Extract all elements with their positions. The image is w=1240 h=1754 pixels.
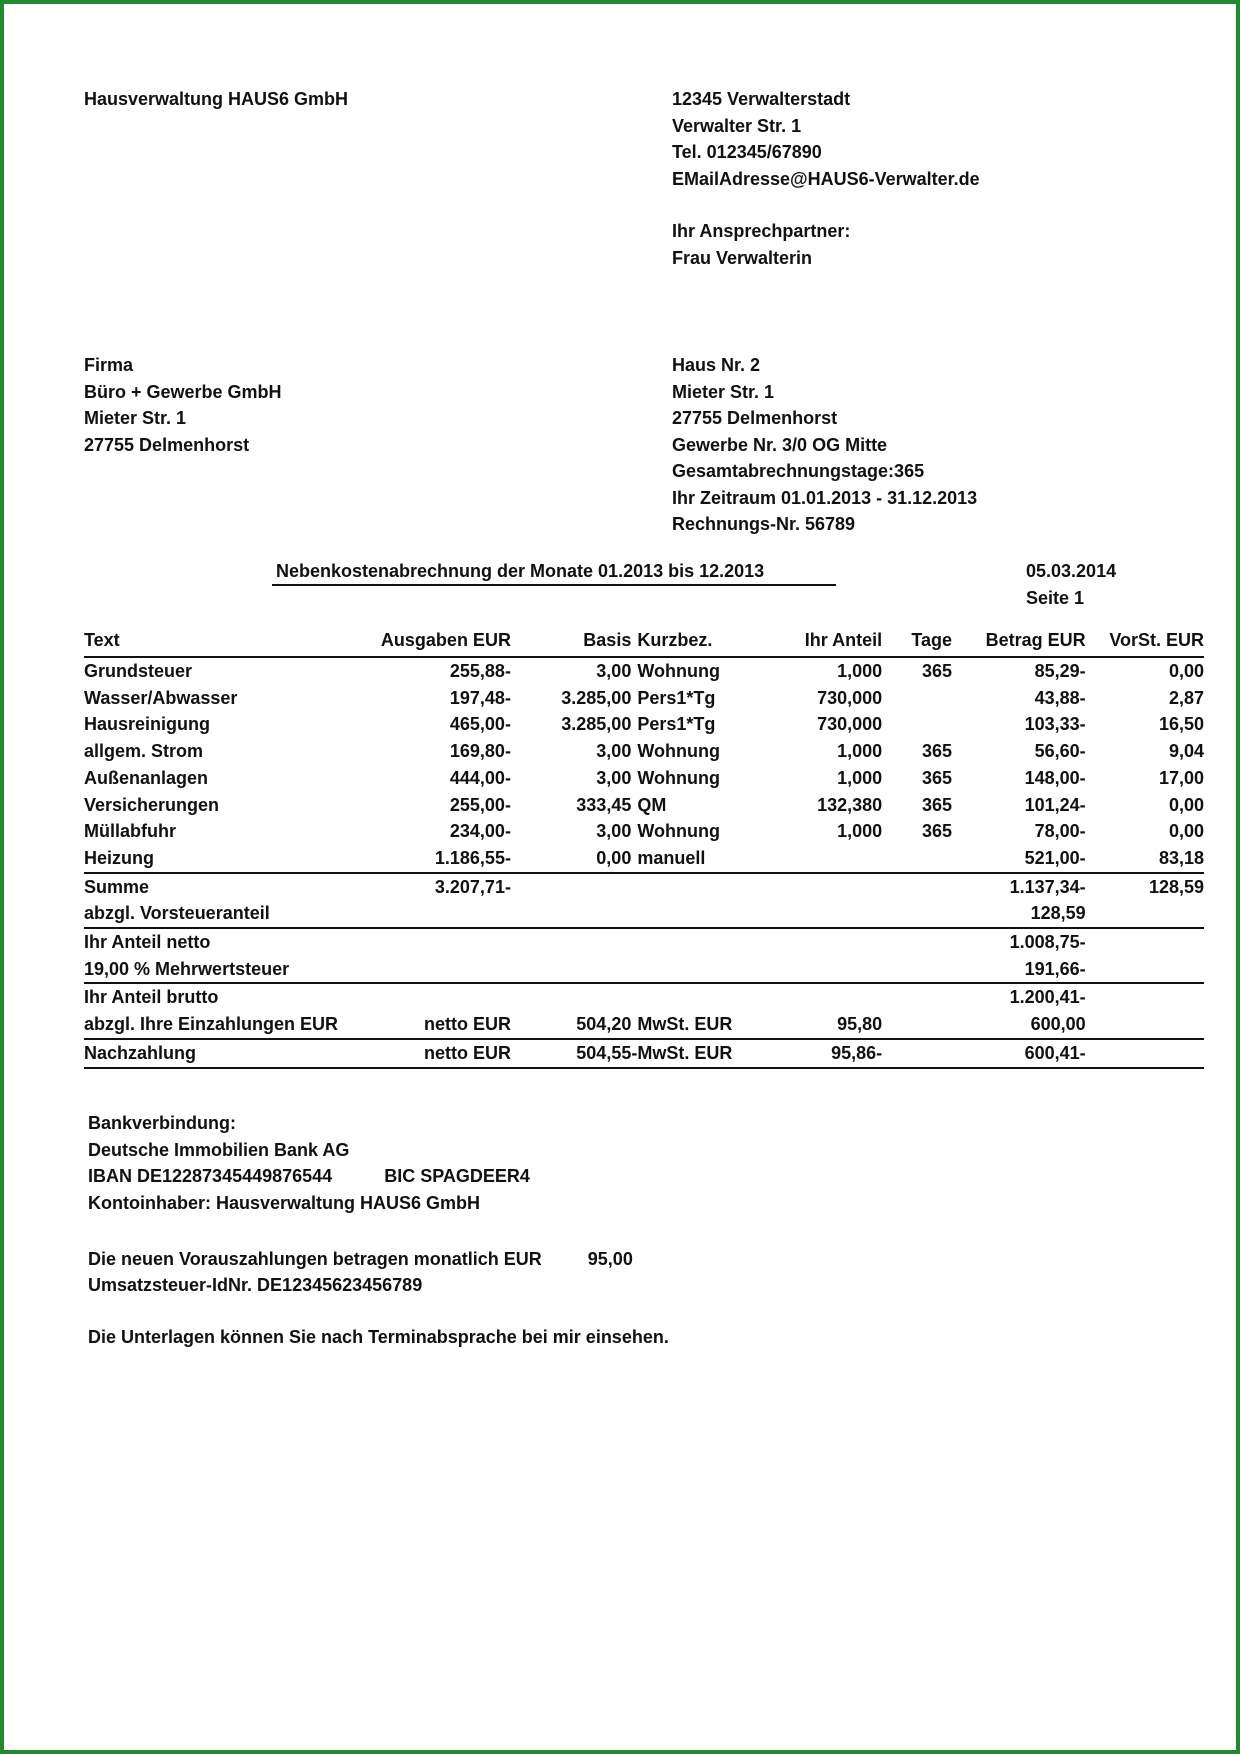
sender-phone: Tel. 012345/67890 <box>672 142 822 162</box>
header-text: Text <box>84 624 338 657</box>
cost-table <box>84 624 1204 1069</box>
table-row <box>84 792 1204 819</box>
cell-tage: 365 <box>922 794 953 815</box>
sender-city: 12345 Verwalterstadt <box>672 89 851 109</box>
cell-anteil <box>744 845 882 873</box>
vorsteuer-betrag: 128,59 <box>1030 903 1086 924</box>
cell-kurz: Pers1*Tg <box>637 714 716 735</box>
nachzahlung-netto-label: netto EUR <box>338 1039 511 1068</box>
einzahlungen-mwst: 95,80 <box>837 1014 883 1035</box>
table-row <box>84 765 1204 792</box>
document-date: 05.03.2014 <box>1026 561 1117 581</box>
recipient-address <box>84 352 282 458</box>
cell-anteil: 730,000 <box>817 687 883 708</box>
cell-betrag: 148,00- <box>1024 767 1086 788</box>
header-betrag: Betrag EUR <box>952 624 1086 657</box>
nachzahlung-netto: 504,55- <box>511 1039 637 1068</box>
table-row <box>84 657 1204 685</box>
cell-vorst: 16,50 <box>1158 714 1204 735</box>
cell-tage <box>882 685 952 712</box>
cell-vorst: 83,18 <box>1158 847 1204 868</box>
cell-text: Versicherungen <box>84 794 220 815</box>
cell-ausgaben: 255,00- <box>449 794 511 815</box>
cell-ausgaben: 255,88- <box>449 661 511 681</box>
cell-tage <box>882 711 952 738</box>
cell-ausgaben: 1.186,55- <box>434 847 511 868</box>
cell-vorst: 2,87 <box>1168 687 1204 708</box>
cell-text: Wasser/Abwasser <box>84 687 238 708</box>
bank-iban-bic <box>88 1163 530 1190</box>
cell-vorst: 9,04 <box>1168 741 1204 762</box>
cell-basis: 333,45 <box>576 794 632 815</box>
vorauszahlung-line <box>88 1246 633 1272</box>
table-header-row <box>84 624 1204 657</box>
netto-label: Ihr Anteil netto <box>84 928 952 956</box>
einzahlungen-mwst-label: MwSt. EUR <box>637 1014 733 1035</box>
cell-betrag: 78,00- <box>1034 821 1086 842</box>
mwst-row <box>84 956 1204 984</box>
cell-betrag: 101,24- <box>1024 794 1086 815</box>
cell-tage: 365 <box>922 741 953 762</box>
cell-tage: 365 <box>922 661 953 681</box>
cell-anteil: 132,380 <box>817 794 883 815</box>
cell-kurz: QM <box>637 794 667 815</box>
cell-tage: 365 <box>922 821 953 842</box>
nachzahlung-betrag: 600,41- <box>952 1039 1086 1068</box>
mwst-label: 19,00 % Mehrwertsteuer <box>84 958 290 979</box>
cell-anteil: 1,000 <box>837 821 883 842</box>
summe-row <box>84 873 1204 901</box>
property-period: Ihr Zeitraum 01.01.2013 - 31.12.2013 <box>672 487 978 508</box>
einzahlungen-netto: 504,20 <box>576 1014 632 1035</box>
cell-ausgaben: 169,80- <box>449 741 511 762</box>
cell-text: Grundsteuer <box>84 661 193 681</box>
cell-ausgaben: 444,00- <box>449 767 511 788</box>
page-number: Seite 1 <box>1026 587 1085 608</box>
einzahlungen-label: abzgl. Ihre Einzahlungen EUR <box>84 1014 339 1035</box>
table-row <box>84 845 1204 873</box>
recipient-line4: 27755 Delmenhorst <box>84 434 250 455</box>
cell-kurz: Wohnung <box>637 661 720 681</box>
header-vorst: VorSt. EUR <box>1086 624 1204 657</box>
cell-basis: 0,00 <box>596 847 632 868</box>
invoice-number: Rechnungs-Nr. 56789 <box>672 514 856 534</box>
cell-anteil: 1,000 <box>837 661 883 681</box>
cell-tage: 365 <box>922 767 953 788</box>
einzahlungen-betrag: 600,00 <box>1030 1014 1086 1035</box>
document-title: Nebenkostenabrechnung der Monate 01.2013 bis 12.2013 <box>276 561 765 581</box>
cell-betrag: 43,88- <box>1034 687 1086 708</box>
header-kurzbez: Kurzbez. <box>637 624 744 657</box>
summe-label: Summe <box>84 873 338 901</box>
summe-betrag: 1.137,34- <box>952 873 1086 901</box>
vorauszahlung-text: Die neuen Vorauszahlungen betragen monatlich EUR <box>88 1249 542 1269</box>
contact-name: Frau Verwalterin <box>672 247 813 268</box>
bank-owner: Kontoinhaber: Hausverwaltung HAUS6 GmbH <box>88 1192 481 1213</box>
header-tage: Tage <box>882 624 952 657</box>
table-row <box>84 738 1204 765</box>
netto-betrag: 1.008,75- <box>952 928 1086 956</box>
table-row <box>84 818 1204 845</box>
recipient-line3: Mieter Str. 1 <box>84 408 187 428</box>
cell-basis: 3.285,00 <box>561 714 632 735</box>
bank-bic: BIC SPAGDEER4 <box>384 1166 530 1186</box>
cell-basis: 3,00 <box>596 661 632 681</box>
cell-kurz: Wohnung <box>637 741 720 762</box>
contact-label: Ihr Ansprechpartner: <box>672 221 851 241</box>
nachzahlung-mwst: 95,86- <box>744 1039 882 1068</box>
cell-text: Müllabfuhr <box>84 821 176 842</box>
brutto-label: Ihr Anteil brutto <box>84 983 952 1011</box>
footer-note: Die Unterlagen können Sie nach Terminabsprache bei mir einsehen. <box>88 1327 669 1347</box>
ust-id: Umsatzsteuer-IdNr. DE12345623456789 <box>88 1275 423 1295</box>
document-date-page <box>1026 558 1116 611</box>
sender-email: EMailAdresse@HAUS6-Verwalter.de <box>672 168 980 189</box>
cell-kurz: Pers1*Tg <box>637 687 716 708</box>
cell-text: allgem. Strom <box>84 741 204 762</box>
cell-vorst: 0,00 <box>1168 661 1204 681</box>
sender-company: Hausverwaltung HAUS6 GmbH <box>84 89 349 109</box>
property-city: 27755 Delmenhorst <box>672 408 838 428</box>
cell-betrag: 521,00- <box>1024 847 1086 868</box>
cell-ausgaben: 234,00- <box>449 821 511 842</box>
cell-kurz: manuell <box>637 847 706 868</box>
summe-ausgaben: 3.207,71- <box>338 873 511 901</box>
cell-betrag: 103,33- <box>1024 714 1086 735</box>
cell-basis: 3,00 <box>596 767 632 788</box>
nachzahlung-label: Nachzahlung <box>84 1039 338 1068</box>
cell-text: Hausreinigung <box>84 714 211 735</box>
property-street: Mieter Str. 1 <box>672 381 775 402</box>
property-house: Haus Nr. 2 <box>672 355 761 375</box>
brutto-betrag: 1.200,41- <box>952 983 1086 1011</box>
table-row <box>84 711 1204 738</box>
cell-text: Außenanlagen <box>84 767 209 788</box>
recipient-line1: Firma <box>84 355 134 375</box>
property-unit: Gewerbe Nr. 3/0 OG Mitte <box>672 434 888 455</box>
bank-label: Bankverbindung: <box>88 1113 237 1133</box>
cell-anteil: 730,000 <box>817 714 883 735</box>
vorauszahlung-value: 95,00 <box>587 1249 633 1269</box>
nachzahlung-mwst-label: MwSt. EUR <box>637 1039 744 1068</box>
vorsteuer-row <box>84 900 1204 928</box>
cell-basis: 3,00 <box>596 821 632 842</box>
recipient-line2: Büro + Gewerbe GmbH <box>84 381 282 402</box>
cell-anteil: 1,000 <box>837 741 883 762</box>
cell-basis: 3.285,00 <box>561 687 632 708</box>
brutto-row <box>84 983 1204 1011</box>
title-underline <box>272 584 836 586</box>
cell-vorst: 0,00 <box>1168 794 1204 815</box>
sender-street: Verwalter Str. 1 <box>672 115 802 136</box>
cell-text: Heizung <box>84 847 154 868</box>
einzahlungen-row <box>84 1011 1204 1039</box>
cell-vorst: 17,00 <box>1158 767 1204 788</box>
header-ausgaben: Ausgaben EUR <box>338 624 511 657</box>
cell-vorst: 0,00 <box>1168 821 1204 842</box>
cell-betrag: 85,29- <box>1034 661 1086 681</box>
cell-kurz: Wohnung <box>637 821 720 842</box>
header-basis: Basis <box>511 624 637 657</box>
cell-betrag: 56,60- <box>1034 741 1086 762</box>
bank-name: Deutsche Immobilien Bank AG <box>88 1139 350 1160</box>
cell-kurz: Wohnung <box>637 767 720 788</box>
property-info <box>672 352 977 538</box>
cell-tage <box>882 845 952 873</box>
summe-vorst: 128,59 <box>1086 873 1204 901</box>
cell-ausgaben: 465,00- <box>449 714 511 735</box>
header-anteil: Ihr Anteil <box>744 624 882 657</box>
vorsteuer-label: abzgl. Vorsteueranteil <box>84 903 270 924</box>
netto-row <box>84 928 1204 956</box>
cell-basis: 3,00 <box>596 741 632 762</box>
sender-address <box>672 86 980 271</box>
cell-ausgaben: 197,48- <box>449 687 511 708</box>
cell-anteil: 1,000 <box>837 767 883 788</box>
mwst-betrag: 191,66- <box>1024 958 1086 979</box>
bank-iban: IBAN DE12287345449876544 <box>88 1166 333 1186</box>
bank-details <box>88 1110 530 1216</box>
table-row <box>84 685 1204 712</box>
property-days: Gesamtabrechnungstage:365 <box>672 461 925 481</box>
nachzahlung-row <box>84 1039 1204 1068</box>
einzahlungen-netto-label: netto EUR <box>423 1014 511 1035</box>
